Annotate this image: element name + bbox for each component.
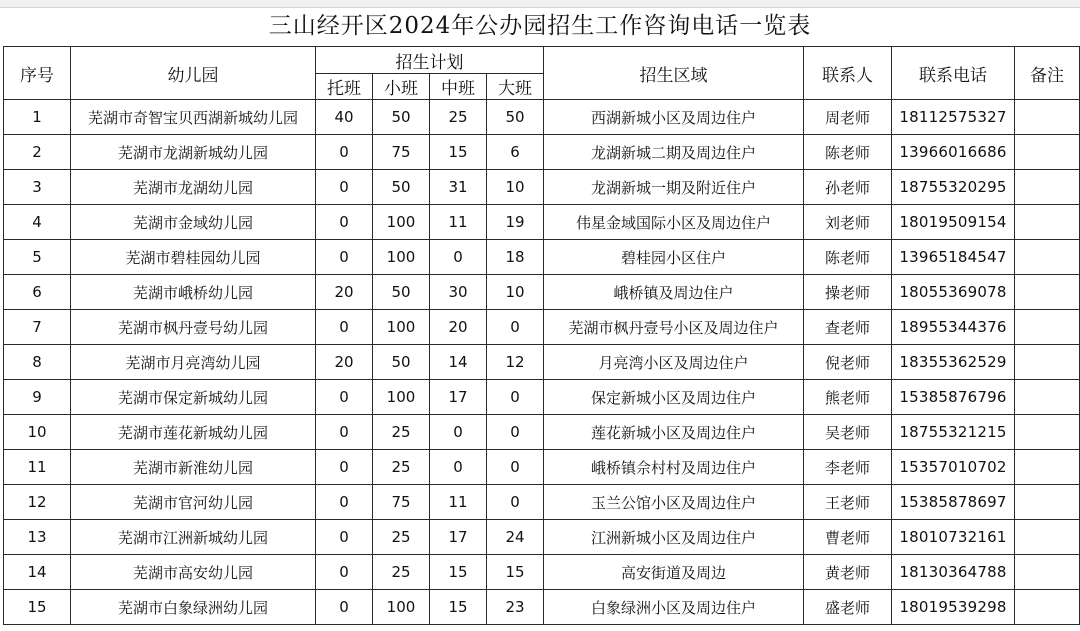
cell-middle-class-count: 15 — [430, 555, 487, 590]
cell-contact-person: 李老师 — [804, 450, 892, 485]
cell-phone-number: 15357010702 — [892, 450, 1015, 485]
cell-large-class-count: 50 — [487, 100, 544, 135]
table-row — [4, 205, 1080, 240]
cell-kindergarten-name: 芜湖市官河幼儿园 — [71, 485, 316, 520]
cell-middle-class-count: 0 — [430, 240, 487, 275]
cell-large-class-count: 24 — [487, 520, 544, 555]
cell-seq: 7 — [4, 310, 71, 345]
cell-contact-person: 周老师 — [804, 100, 892, 135]
cell-seq: 2 — [4, 135, 71, 170]
cell-seq: 9 — [4, 380, 71, 415]
cell-middle-class-count: 17 — [430, 380, 487, 415]
cell-seq: 8 — [4, 345, 71, 380]
cell-remark — [1015, 415, 1080, 450]
cell-kindergarten-name: 芜湖市高安幼儿园 — [71, 555, 316, 590]
cell-seq: 3 — [4, 170, 71, 205]
header-remark: 备注 — [1015, 47, 1080, 100]
cell-phone-number: 18010732161 — [892, 520, 1015, 555]
cell-remark — [1015, 555, 1080, 590]
header-middle-class: 中班 — [430, 74, 487, 100]
table-row — [4, 450, 1080, 485]
cell-seq: 15 — [4, 590, 71, 625]
cell-contact-person: 操老师 — [804, 275, 892, 310]
cell-seq: 4 — [4, 205, 71, 240]
table-row — [4, 135, 1080, 170]
table-row — [4, 415, 1080, 450]
page-title: 三山经开区2024年公办园招生工作咨询电话一览表 — [268, 13, 812, 39]
cell-tuo-class-count: 0 — [316, 310, 373, 345]
cell-small-class-count: 25 — [373, 520, 430, 555]
cell-enrollment-area: 龙湖新城二期及周边住户 — [544, 135, 804, 170]
cell-kindergarten-name: 芜湖市白象绿洲幼儿园 — [71, 590, 316, 625]
cell-tuo-class-count: 20 — [316, 345, 373, 380]
cell-kindergarten-name: 芜湖市月亮湾幼儿园 — [71, 345, 316, 380]
header-kindergarten: 幼儿园 — [71, 47, 316, 100]
cell-contact-person: 熊老师 — [804, 380, 892, 415]
cell-large-class-count: 19 — [487, 205, 544, 240]
cell-contact-person: 孙老师 — [804, 170, 892, 205]
cell-middle-class-count: 0 — [430, 450, 487, 485]
cell-contact-person: 倪老师 — [804, 345, 892, 380]
cell-kindergarten-name: 芜湖市新淮幼儿园 — [71, 450, 316, 485]
table-row — [4, 170, 1080, 205]
cell-remark — [1015, 380, 1080, 415]
cell-kindergarten-name: 芜湖市龙湖幼儿园 — [71, 170, 316, 205]
cell-enrollment-area: 莲花新城小区及周边住户 — [544, 415, 804, 450]
cell-enrollment-area: 碧桂园小区住户 — [544, 240, 804, 275]
cell-remark — [1015, 345, 1080, 380]
cell-tuo-class-count: 0 — [316, 450, 373, 485]
table-body — [4, 100, 1080, 625]
cell-small-class-count: 75 — [373, 485, 430, 520]
cell-seq: 12 — [4, 485, 71, 520]
cell-kindergarten-name: 芜湖市龙湖新城幼儿园 — [71, 135, 316, 170]
cell-phone-number: 18130364788 — [892, 555, 1015, 590]
cell-large-class-count: 10 — [487, 275, 544, 310]
cell-remark — [1015, 485, 1080, 520]
cell-small-class-count: 100 — [373, 205, 430, 240]
cell-enrollment-area: 芜湖市枫丹壹号小区及周边住户 — [544, 310, 804, 345]
cell-small-class-count: 50 — [373, 345, 430, 380]
cell-enrollment-area: 龙湖新城一期及附近住户 — [544, 170, 804, 205]
cell-large-class-count: 0 — [487, 450, 544, 485]
cell-remark — [1015, 240, 1080, 275]
cell-seq: 10 — [4, 415, 71, 450]
cell-small-class-count: 25 — [373, 450, 430, 485]
cell-contact-person: 黄老师 — [804, 555, 892, 590]
cell-phone-number: 18755320295 — [892, 170, 1015, 205]
cell-tuo-class-count: 0 — [316, 485, 373, 520]
cell-middle-class-count: 14 — [430, 345, 487, 380]
cell-tuo-class-count: 0 — [316, 205, 373, 240]
cell-seq: 11 — [4, 450, 71, 485]
cell-remark — [1015, 310, 1080, 345]
header-tuo-class: 托班 — [316, 74, 373, 100]
cell-kindergarten-name: 芜湖市峨桥幼儿园 — [71, 275, 316, 310]
cell-phone-number: 13966016686 — [892, 135, 1015, 170]
cell-tuo-class-count: 0 — [316, 170, 373, 205]
cell-small-class-count: 100 — [373, 240, 430, 275]
cell-large-class-count: 0 — [487, 415, 544, 450]
cell-phone-number: 13965184547 — [892, 240, 1015, 275]
cell-contact-person: 盛老师 — [804, 590, 892, 625]
cell-phone-number: 18955344376 — [892, 310, 1015, 345]
cell-remark — [1015, 135, 1080, 170]
table-row — [4, 380, 1080, 415]
cell-enrollment-area: 月亮湾小区及周边住户 — [544, 345, 804, 380]
cell-large-class-count: 12 — [487, 345, 544, 380]
cell-kindergarten-name: 芜湖市莲花新城幼儿园 — [71, 415, 316, 450]
cell-phone-number: 18055369078 — [892, 275, 1015, 310]
cell-phone-number: 15385876796 — [892, 380, 1015, 415]
cell-remark — [1015, 205, 1080, 240]
cell-phone-number: 18112575327 — [892, 100, 1015, 135]
cell-middle-class-count: 0 — [430, 415, 487, 450]
cell-phone-number: 18019509154 — [892, 205, 1015, 240]
cell-seq: 5 — [4, 240, 71, 275]
cell-tuo-class-count: 0 — [316, 380, 373, 415]
cell-small-class-count: 75 — [373, 135, 430, 170]
cell-large-class-count: 0 — [487, 380, 544, 415]
cell-small-class-count: 100 — [373, 310, 430, 345]
cell-tuo-class-count: 0 — [316, 240, 373, 275]
cell-enrollment-area: 伟星金域国际小区及周边住户 — [544, 205, 804, 240]
cell-kindergarten-name: 芜湖市奇智宝贝西湖新城幼儿园 — [71, 100, 316, 135]
header-small-class: 小班 — [373, 74, 430, 100]
cell-phone-number: 18355362529 — [892, 345, 1015, 380]
cell-enrollment-area: 高安街道及周边 — [544, 555, 804, 590]
cell-kindergarten-name: 芜湖市保定新城幼儿园 — [71, 380, 316, 415]
cell-enrollment-area: 江洲新城小区及周边住户 — [544, 520, 804, 555]
cell-small-class-count: 100 — [373, 590, 430, 625]
cell-contact-person: 查老师 — [804, 310, 892, 345]
cell-enrollment-area: 西湖新城小区及周边住户 — [544, 100, 804, 135]
table-row — [4, 555, 1080, 590]
header-large-class: 大班 — [487, 74, 544, 100]
cell-small-class-count: 50 — [373, 275, 430, 310]
cell-contact-person: 陈老师 — [804, 135, 892, 170]
table-row — [4, 240, 1080, 275]
cell-tuo-class-count: 20 — [316, 275, 373, 310]
cell-tuo-class-count: 0 — [316, 415, 373, 450]
cell-tuo-class-count: 0 — [316, 590, 373, 625]
cell-phone-number: 15385878697 — [892, 485, 1015, 520]
cell-large-class-count: 15 — [487, 555, 544, 590]
header-contact: 联系人 — [804, 47, 892, 100]
cell-seq: 1 — [4, 100, 71, 135]
table-row — [4, 275, 1080, 310]
cell-middle-class-count: 25 — [430, 100, 487, 135]
cell-kindergarten-name: 芜湖市枫丹壹号幼儿园 — [71, 310, 316, 345]
header-seq: 序号 — [4, 47, 71, 100]
cell-remark — [1015, 275, 1080, 310]
cell-tuo-class-count: 40 — [316, 100, 373, 135]
cell-tuo-class-count: 0 — [316, 520, 373, 555]
cell-large-class-count: 0 — [487, 485, 544, 520]
cell-contact-person: 吴老师 — [804, 415, 892, 450]
cell-enrollment-area: 玉兰公馆小区及周边住户 — [544, 485, 804, 520]
header-enrollment-area: 招生区域 — [544, 47, 804, 100]
cell-contact-person: 曹老师 — [804, 520, 892, 555]
cell-remark — [1015, 100, 1080, 135]
cell-tuo-class-count: 0 — [316, 135, 373, 170]
cell-middle-class-count: 31 — [430, 170, 487, 205]
cell-large-class-count: 23 — [487, 590, 544, 625]
cell-tuo-class-count: 0 — [316, 555, 373, 590]
cell-enrollment-area: 白象绿洲小区及周边住户 — [544, 590, 804, 625]
enrollment-table — [3, 46, 1080, 625]
cell-large-class-count: 0 — [487, 310, 544, 345]
cell-contact-person: 刘老师 — [804, 205, 892, 240]
cell-phone-number: 18755321215 — [892, 415, 1015, 450]
cell-kindergarten-name: 芜湖市金域幼儿园 — [71, 205, 316, 240]
table-row — [4, 100, 1080, 135]
table-row — [4, 345, 1080, 380]
cell-small-class-count: 50 — [373, 100, 430, 135]
header-phone: 联系电话 — [892, 47, 1015, 100]
cell-middle-class-count: 30 — [430, 275, 487, 310]
cell-large-class-count: 6 — [487, 135, 544, 170]
cell-enrollment-area: 峨桥镇佘村村及周边住户 — [544, 450, 804, 485]
cell-contact-person: 陈老师 — [804, 240, 892, 275]
cell-seq: 6 — [4, 275, 71, 310]
cell-enrollment-area: 峨桥镇及周边住户 — [544, 275, 804, 310]
cell-seq: 14 — [4, 555, 71, 590]
table-row — [4, 310, 1080, 345]
cell-middle-class-count: 15 — [430, 590, 487, 625]
cell-remark — [1015, 170, 1080, 205]
cell-middle-class-count: 11 — [430, 485, 487, 520]
cell-enrollment-area: 保定新城小区及周边住户 — [544, 380, 804, 415]
cell-large-class-count: 18 — [487, 240, 544, 275]
cell-remark — [1015, 590, 1080, 625]
cell-small-class-count: 100 — [373, 380, 430, 415]
table-row — [4, 590, 1080, 625]
cell-contact-person: 王老师 — [804, 485, 892, 520]
cell-middle-class-count: 15 — [430, 135, 487, 170]
cell-small-class-count: 25 — [373, 555, 430, 590]
cell-small-class-count: 50 — [373, 170, 430, 205]
cell-seq: 13 — [4, 520, 71, 555]
cell-middle-class-count: 20 — [430, 310, 487, 345]
cell-kindergarten-name: 芜湖市碧桂园幼儿园 — [71, 240, 316, 275]
table-row — [4, 520, 1080, 555]
cell-kindergarten-name: 芜湖市江洲新城幼儿园 — [71, 520, 316, 555]
cell-large-class-count: 10 — [487, 170, 544, 205]
header-enrollment-plan: 招生计划 — [316, 47, 544, 74]
cell-remark — [1015, 450, 1080, 485]
cell-middle-class-count: 17 — [430, 520, 487, 555]
cell-remark — [1015, 520, 1080, 555]
cell-small-class-count: 25 — [373, 415, 430, 450]
table-row — [4, 485, 1080, 520]
cell-phone-number: 18019539298 — [892, 590, 1015, 625]
cell-middle-class-count: 11 — [430, 205, 487, 240]
